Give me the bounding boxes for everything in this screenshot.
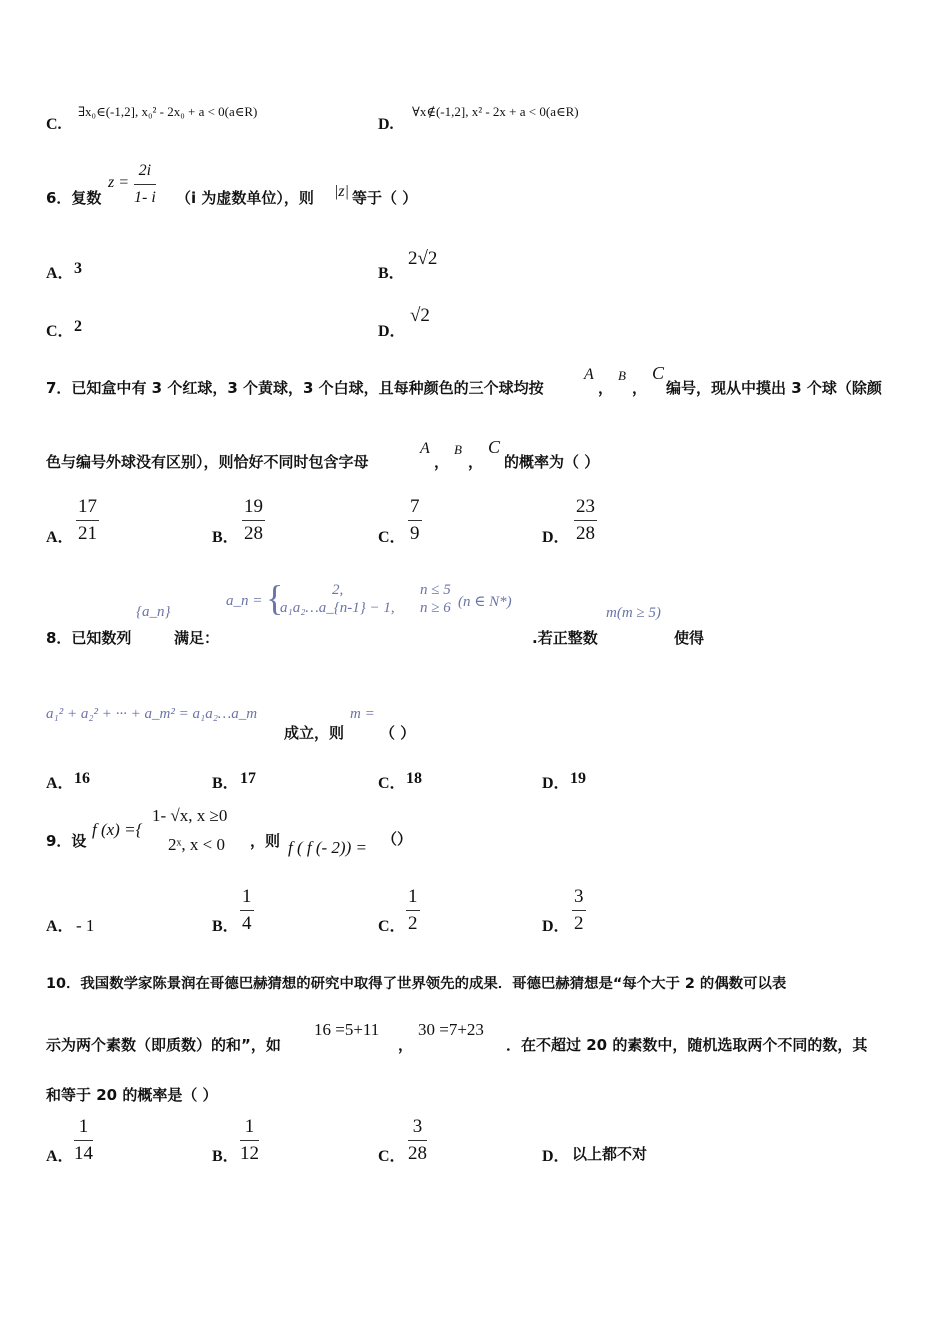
q8-option-b-value: 17 (240, 770, 256, 787)
q7-letter-a-2: A (420, 440, 430, 457)
q6-option-a-value: 3 (74, 260, 82, 277)
q7-option-c-fraction (408, 496, 422, 545)
q7-option-c-numerator: 7 (408, 496, 422, 521)
q8-piece-2-value: a₁a₂…a_{n-1} − 1, (280, 600, 395, 616)
q8-stem-mid2: .若正整数 (532, 629, 598, 647)
q8-option-a-label: A． (46, 775, 74, 792)
q7-option-d-fraction (574, 496, 597, 545)
q8-stem-end: 使得 (674, 629, 705, 647)
q10-option-b-fraction (240, 1116, 259, 1165)
q5-option-c-expression: ∃x₀∈(-1,2], x₀² - 2x₀ + a < 0(a∈R) (78, 104, 258, 119)
q6-option-b-label: B． (378, 265, 405, 282)
q9-composite: f ( f (- 2)) = (288, 838, 367, 857)
q8-option-b-label: B． (212, 775, 239, 792)
q8-option-d-label: D． (542, 775, 570, 792)
q6-z-fraction (134, 160, 156, 209)
q7-letter-a: A (584, 366, 594, 383)
q6-stem-prefix: 6．复数 (46, 189, 102, 207)
q6-option-d-value: √2 (410, 305, 430, 326)
q9-option-c-fraction (406, 886, 420, 935)
q8-sequence-symbol: {a_n} (136, 604, 171, 620)
q9-option-d-numerator: 3 (572, 886, 586, 911)
q6-abs-z: |z| (334, 183, 350, 200)
q8-option-d-value: 19 (570, 770, 586, 787)
q5-option-d-expression: ∀x∉(-1,2], x² - 2x + a < 0(a∈R) (412, 104, 579, 119)
q7-letter-c-2: C (488, 437, 501, 457)
q8-piece-1-condition: n ≤ 5 (420, 582, 451, 598)
q9-option-b-numerator: 1 (240, 886, 254, 911)
q10-option-c-denominator: 28 (408, 1143, 427, 1164)
q10-option-c-label: C． (378, 1148, 406, 1165)
q6-z-denominator: 1- i (134, 189, 156, 206)
q9-option-b-label: B． (212, 918, 239, 935)
q9-case-2: 2ˣ, x < 0 (168, 835, 226, 854)
q8-option-a-value: 16 (74, 770, 90, 787)
q7-line1-end: 编号，现从中摸出 3 个球（除颜 (666, 379, 882, 397)
q10-comma: ， (398, 1036, 414, 1054)
q10-option-b-label: B． (212, 1148, 239, 1165)
q8-piecewise-brace-icon: { (266, 578, 284, 618)
q7-option-b-denominator: 28 (244, 523, 263, 544)
q7-comma-2: ， (632, 379, 648, 397)
q9-option-b-denominator: 4 (242, 913, 252, 934)
q7-option-a-label: A． (46, 529, 74, 546)
q6-option-c-label: C． (46, 323, 74, 340)
q7-option-c-label: C． (378, 529, 406, 546)
q8-option-c-value: 18 (406, 770, 422, 787)
q9-option-d-fraction (572, 886, 586, 935)
q7-option-a-numerator: 17 (76, 496, 99, 521)
q10-option-a-numerator: 1 (74, 1116, 93, 1141)
q10-option-c-fraction (408, 1116, 427, 1165)
q8-line2-expression: a₁² + a₂² + ··· + a_m² = a₁a₂…a_m (46, 706, 258, 722)
q7-option-d-numerator: 23 (574, 496, 597, 521)
q10-option-d-text: 以上都不对 (572, 1145, 648, 1163)
q8-line2-paren: （ ） (380, 724, 416, 742)
q9-option-c-denominator: 2 (408, 913, 418, 934)
q7-line1-text: 7．已知盒中有 3 个红球，3 个黄球，3 个白球，且每种颜色的三个球均按 (46, 379, 544, 397)
q9-option-a-value: - 1 (76, 916, 95, 935)
q10-option-a-fraction (74, 1116, 93, 1165)
q9-stem-mid: ，则 (250, 832, 281, 850)
q7-option-d-denominator: 28 (576, 523, 595, 544)
q10-option-c-numerator: 3 (408, 1116, 427, 1141)
q7-option-d-label: D． (542, 529, 570, 546)
q9-option-c-numerator: 1 (406, 886, 420, 911)
q10-option-b-denominator: 12 (240, 1143, 259, 1164)
q8-line2-m: m = (350, 706, 375, 722)
q8-piecewise-definition (226, 580, 536, 624)
q10-line3: 和等于 20 的概率是（ ） (46, 1086, 218, 1104)
q7-comma-4: ， (468, 453, 484, 471)
q7-option-c-denominator: 9 (410, 523, 420, 544)
q9-option-d-label: D． (542, 918, 570, 935)
q9-option-d-denominator: 2 (574, 913, 584, 934)
q10-line2-prefix: 示为两个素数（即质数）的和”，如 (46, 1036, 281, 1054)
q7-comma-1: ， (598, 379, 614, 397)
q7-letter-b: B (618, 368, 626, 383)
q7-option-a-fraction (76, 496, 99, 545)
q6-option-b-value: 2√2 (408, 248, 438, 269)
q9-option-b-fraction (240, 886, 254, 935)
q8-domain: (n ∈ N*) (458, 594, 512, 610)
q7-option-b-numerator: 19 (242, 496, 265, 521)
q8-piece-1-value: 2, (332, 582, 344, 598)
q10-option-d-label: D． (542, 1148, 570, 1165)
q9-option-a-label: A． (46, 918, 74, 935)
q7-letter-c: C (652, 363, 665, 383)
q10-line2-suffix: ．在不超过 20 的素数中，随机选取两个不同的数，其 (506, 1036, 868, 1054)
q10-example-2: 30 =7+23 (418, 1020, 484, 1039)
q10-option-b-numerator: 1 (240, 1116, 259, 1141)
q7-line2-text: 色与编号外球没有区别），则恰好不同时包含字母 (46, 453, 369, 471)
q9-option-c-label: C． (378, 918, 406, 935)
q8-line2-text: 成立，则 (284, 724, 345, 742)
q10-option-a-label: A． (46, 1148, 74, 1165)
q6-option-a-label: A． (46, 265, 74, 282)
q6-z-lhs: z = (108, 174, 130, 191)
q9-function-name: f (x) ={ (92, 820, 143, 839)
q8-m-condition: m(m ≥ 5) (606, 605, 661, 621)
q8-stem-prefix: 8．已知数列 (46, 629, 132, 647)
q10-line1: 10．我国数学家陈景润在哥德巴赫猜想的研究中取得了世界领先的成果．哥德巴赫猜想是“每个大于 2 的偶数可以表 (46, 976, 787, 992)
q9-paren: （） (382, 830, 413, 848)
q6-stem-mid: （i 为虚数单位），则 (176, 189, 314, 207)
q8-option-c-label: C． (378, 775, 406, 792)
q8-piece-2-condition: n ≥ 6 (420, 600, 451, 616)
q10-option-a-denominator: 14 (74, 1143, 93, 1164)
q6-stem-suffix: 等于（ ） (352, 189, 418, 207)
q7-option-b-fraction (242, 496, 265, 545)
q8-piecewise-lhs: a_n = (226, 593, 263, 609)
q7-option-a-denominator: 21 (78, 523, 97, 544)
q6-option-d-label: D． (378, 323, 406, 340)
q10-example-1: 16 =5+11 (314, 1020, 380, 1039)
q9-case-1: 1- √x, x ≥0 (152, 806, 228, 825)
q7-option-b-label: B． (212, 529, 239, 546)
q7-line2-end: 的概率为（ ） (504, 453, 600, 471)
q8-stem-mid: 满足： (174, 629, 220, 647)
q6-option-c-value: 2 (74, 318, 82, 335)
q5-option-d-label: D. (378, 116, 394, 133)
q5-option-c-label: C. (46, 116, 62, 133)
q6-z-numerator: 2i (134, 160, 156, 185)
q7-letter-b-2: B (454, 442, 462, 457)
q9-stem-prefix: 9．设 (46, 832, 87, 850)
q7-comma-3: ， (434, 453, 450, 471)
